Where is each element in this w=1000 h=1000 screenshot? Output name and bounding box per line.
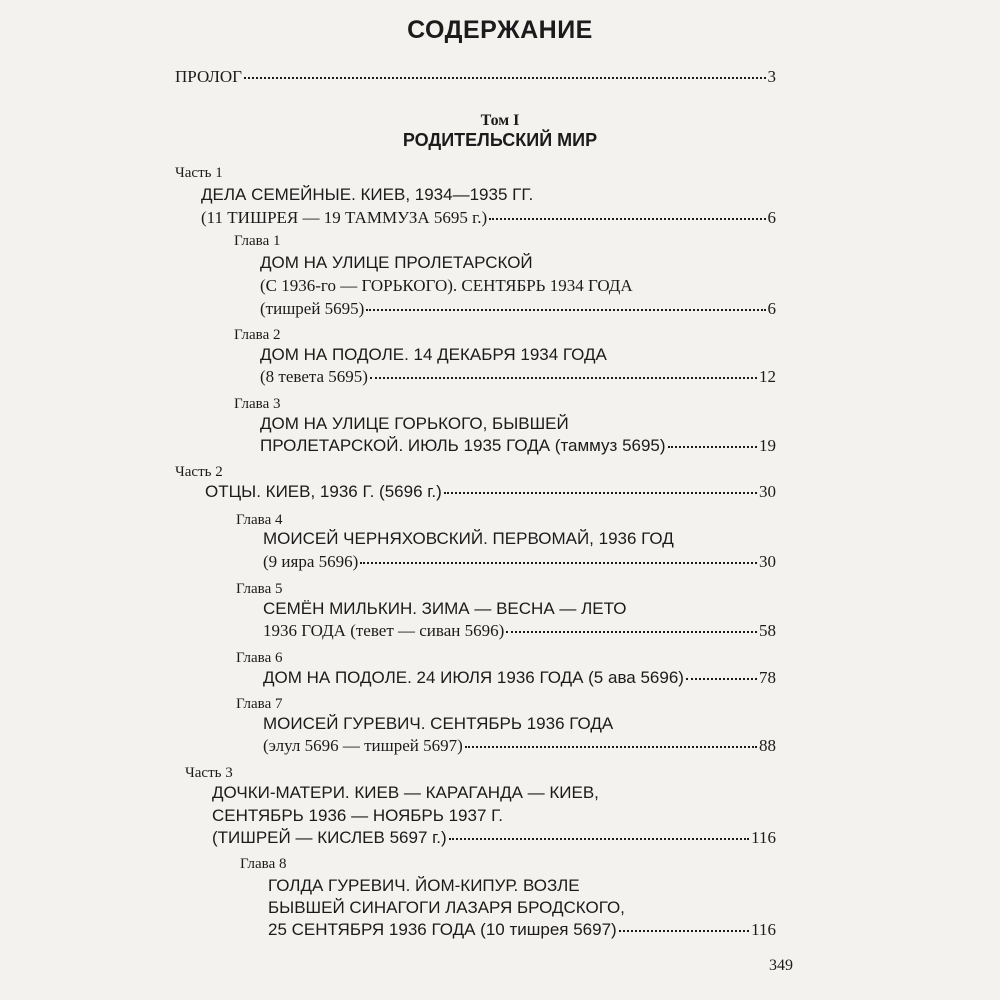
chapter-title-line: СЕМЁН МИЛЬКИН. ЗИМА — ВЕСНА — ЛЕТО [263,599,627,618]
chapter-title-line: 25 СЕНТЯБРЯ 1936 ГОДА (10 тишрея 5697) [268,920,617,939]
part-title-line: ДОЧКИ-МАТЕРИ. КИЕВ — КАРАГАНДА — КИЕВ, [212,783,599,802]
toc-entry-chapter-6 [263,669,776,686]
dot-leader [506,630,757,633]
toc-entry-part-3 [212,829,776,846]
chapter-label: Глава 8 [240,856,287,872]
toc-entry-chapter-3 [260,437,776,454]
toc-page-number: 12 [759,367,776,386]
toc-line [260,346,607,363]
toc-line [260,415,569,432]
part-label: Часть 1 [175,165,223,181]
toc-line [263,715,613,732]
chapter-title-line: ДОМ НА ПОДОЛЕ. 24 ИЮЛЯ 1936 ГОДА (5 ава 5696) [263,668,684,687]
toc-page-number: 78 [759,668,776,687]
chapter-label: Глава 2 [234,327,281,343]
toc-page-number: 3 [767,67,776,86]
volume-label: Том I [480,112,520,129]
chapter-title-line: ДОМ НА ПОДОЛЕ. 14 ДЕКАБРЯ 1934 ГОДА [260,345,607,364]
chapter-title-line: (9 ияра 5696) [263,552,359,571]
chapter-label: Глава 7 [236,696,283,712]
dot-leader [449,837,749,840]
page-title: СОДЕРЖАНИЕ [407,16,593,44]
toc-line [212,807,503,824]
dot-leader [686,677,757,680]
toc-page-number: 30 [759,482,776,501]
chapter-title-line: БЫВШЕЙ СИНАГОГИ ЛАЗАРЯ БРОДСКОГО, [268,898,625,917]
toc-entry-part-1 [201,209,776,226]
dot-leader [489,217,765,220]
toc-line [260,277,633,294]
toc-entry-title: ПРОЛОГ [175,67,243,86]
toc-page-number: 88 [759,736,776,755]
toc-page-number: 116 [751,828,776,847]
chapter-label: Глава 6 [236,650,283,666]
chapter-label: Глава 3 [234,396,281,412]
toc-page-number: 116 [751,920,776,939]
toc-entry-part-2 [205,483,776,500]
dot-leader [244,76,765,79]
chapter-label: Глава 1 [234,233,281,249]
part-title-line: (ТИШРЕЙ — КИСЛЕВ 5697 г.) [212,828,447,847]
part-title-line: СЕНТЯБРЬ 1936 — НОЯБРЬ 1937 Г. [212,806,503,825]
toc-line [268,899,625,916]
toc-entry-chapter-8 [268,921,776,938]
chapter-title-line: (С 1936-го — ГОРЬКОГО). СЕНТЯБРЬ 1934 ГОДА [260,276,633,295]
toc-line [201,186,533,203]
toc-line [260,254,533,271]
chapter-title-line: (8 тевета 5695) [260,367,368,386]
chapter-title-line: ГОЛДА ГУРЕВИЧ. ЙОМ-КИПУР. ВОЗЛЕ [268,876,580,895]
dot-leader [370,376,757,379]
chapter-label: Глава 4 [236,512,283,528]
toc-entry-chapter-5 [263,622,776,639]
toc-line [263,600,626,617]
chapter-title-line: (элул 5696 — тишрей 5697) [263,736,463,755]
toc-page-number: 58 [759,621,776,640]
dot-leader [366,308,765,311]
toc-page-number: 6 [767,208,776,227]
part-title-line: (11 ТИШРЕЯ — 19 ТАММУЗА 5695 г.) [201,208,488,227]
part-title-line: ДЕЛА СЕМЕЙНЫЕ. КИЕВ, 1934—1935 ГГ. [201,185,534,204]
chapter-title-line: МОИСЕЙ ЧЕРНЯХОВСКИЙ. ПЕРВОМАЙ, 1936 ГОД [263,529,674,548]
chapter-title-line: ДОМ НА УЛИЦЕ ГОРЬКОГО, БЫВШЕЙ [260,414,569,433]
toc-entry-chapter-2 [260,368,776,385]
toc-entry-chapter-7 [263,737,776,754]
chapter-title-line: ДОМ НА УЛИЦЕ ПРОЛЕТАРСКОЙ [260,253,533,272]
toc-line [263,530,674,547]
toc-page-number: 6 [767,299,776,318]
chapter-title-line: МОИСЕЙ ГУРЕВИЧ. СЕНТЯБРЬ 1936 ГОДА [263,714,614,733]
toc-line [212,784,599,801]
dot-leader [668,445,757,448]
chapter-title-line: ПРОЛЕТАРСКОЙ. ИЮЛЬ 1935 ГОДА (таммуз 5695) [260,436,666,455]
dot-leader [619,929,749,932]
chapter-label: Глава 5 [236,581,283,597]
toc-entry-chapter-1 [260,300,776,317]
part-label: Часть 3 [185,765,233,781]
toc-line [268,877,580,894]
part-label: Часть 2 [175,464,223,480]
dot-leader [360,561,757,564]
page-number: 349 [769,957,793,974]
toc-entry-prologue [175,68,776,85]
part-title-line: ОТЦЫ. КИЕВ, 1936 Г. (5696 г.) [205,482,442,501]
dot-leader [465,745,757,748]
dot-leader [444,491,757,494]
chapter-title-line: (тишрей 5695) [260,299,365,318]
chapter-title-line: 1936 ГОДА (тевет — сиван 5696) [263,621,505,640]
toc-page-number: 30 [759,552,776,571]
toc-entry-chapter-4 [263,553,776,570]
toc-page-number: 19 [759,436,776,455]
volume-title: РОДИТЕЛЬСКИЙ МИР [402,130,598,150]
